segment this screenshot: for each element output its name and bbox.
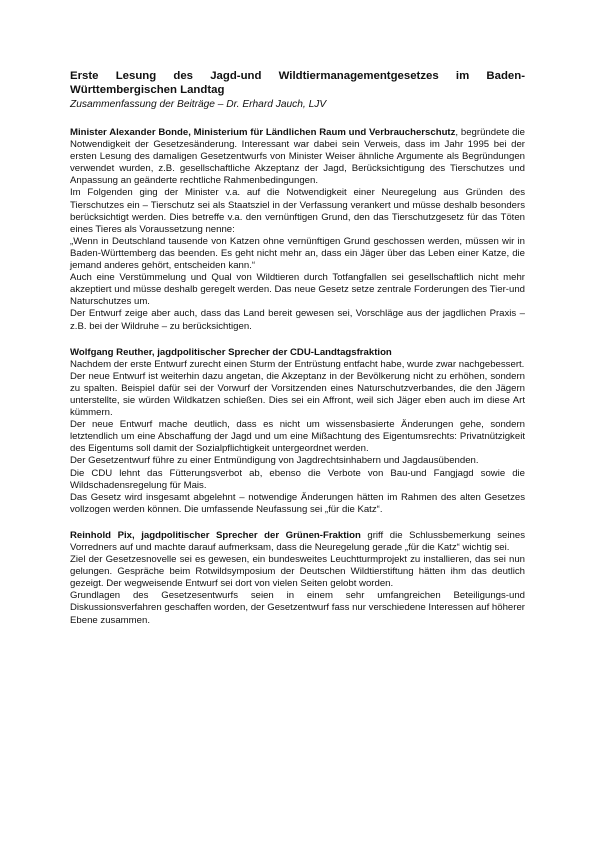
document-subtitle: Zusammenfassung der Beiträge – Dr. Erhard Jauch, LJV [70, 99, 327, 110]
paragraph [70, 127, 525, 187]
paragraph-text: griff die Schlussbemerkung seines Vorredners auf und machte darauf aufmerksam, dass die Neuregelung gerade „für die Katz“ wichtig sei. [70, 529, 525, 553]
section-reuther [70, 347, 525, 516]
paragraph: Auch eine Verstümmelung und Qual von Wildtieren durch Totfangfallen sei gesellschaftlich nicht mehr akzeptiert und müsse deshalb geregelt werden. Das neue Gesetz setze zentrale Forderungen des Tier-und Naturschutzes um. [70, 272, 525, 308]
paragraph [70, 530, 525, 554]
paragraph: Ziel der Gesetzesnovelle sei es gewesen, ein bundesweites Leuchtturmprojekt zu installieren, das sei nun gelungen. Gespräche beim Rotwildsymposium der Deutschen Wildtierstiftung hätten ihm das deutlich gezeigt. Der wegweisende Entwurf sei dort von vielen Seiten gelobt worden. [70, 554, 525, 590]
speaker-name: Minister Alexander Bonde, Ministerium für Ländlichen Raum und Verbraucherschutz [70, 127, 456, 138]
paragraph: Das Gesetz wird insgesamt abgelehnt – notwendige Änderungen hätten im Rahmen des alten Gesetzes vollzogen werden können. Die umfassende Neufassung sei „für die Katz“. [70, 491, 525, 515]
section-bonde [70, 127, 525, 333]
paragraph: Grundlagen des Gesetzesentwurfs seien in einem sehr umfangreichen Beteiligungs-und Diskussionsverfahren geschaffen worden, der Gesetzentwurf fass nur verschiedene Interessen auf höherer Ebene zusammen. [70, 590, 525, 626]
paragraph: Nachdem der erste Entwurf zurecht einen Sturm der Entrüstung entfacht habe, wurde zwar nachgebessert. [70, 358, 525, 370]
paragraph-text: , begründete die Notwendigkeit der Gesetzesänderung. Interessant war dabei sein Verweis, dass im Jahr 1995 bei der ersten Lesung des damaligen Gesetzentwurfs von Minister Weiser ähnliche Argumente als Begründungen verwendet wurden, z.B. gesellschaftliche Akzeptanz der Jagd, Berücksichtigung des Tierschutzes und Anpassung an geänderte rechtliche Rahmenbedingungen. [70, 127, 525, 187]
paragraph: Der neue Entwurf mache deutlich, dass es nicht um wissensbasierte Änderungen gehe, sondern letztendlich um eine Abschaffung der Jagd und um eine Mißachtung des Eigentumsrechts: Privatnützigkeit des Eigentums soll damit der Sozialpflichtigkeit untergeordnet werden. [70, 419, 525, 455]
section-pix [70, 530, 525, 627]
paragraph: Der Entwurf zeige aber auch, dass das Land bereit gewesen sei, Vorschläge aus der jagdlichen Praxis – z.B. bei der Wildruhe – zu berücksichtigen. [70, 308, 525, 332]
document-title: Erste Lesung des Jagd-und Wildtiermanagementgesetzes im Baden-Württembergischen Landtag [70, 70, 525, 96]
paragraph: Der Gesetzentwurf führe zu einer Entmündigung von Jagdrechtsinhabern und Jagdausübenden. [70, 455, 479, 467]
paragraph: Die CDU lehnt das Fütterungsverbot ab, ebenso die Verbote von Bau-und Fangjagd sowie die Wildschadensregelung für Mais. [70, 467, 525, 491]
paragraph: Im Folgenden ging der Minister v.a. auf die Notwendigkeit einer Neuregelung aus Gründen des Tierschutzes ein – Tierschutz sei als Staatsziel in der Verfassung verankert und müsse deshalb besonders berücksichtigt werden. Dies betreffe v.a. den vernünftigen Grund, den das Tierschutzgesetz für das Töten eines Tieres als Voraussetzung nenne: [70, 187, 525, 235]
quote-paragraph: „Wenn in Deutschland tausende von Katzen ohne vernünftigen Grund geschossen werden, müssen wir in Baden-Württemberg das beenden. Es geht nicht mehr an, dass ein Jäger über das Leben einer Katze, die jemand anderes gehört, entscheiden kann.“ [70, 235, 525, 272]
speaker-name: Reinhold Pix, jagdpolitischer Sprecher der Grünen-Fraktion [70, 529, 361, 541]
document-page [70, 69, 525, 627]
paragraph: Der neue Entwurf ist weiterhin dazu angetan, die Akzeptanz in der Bevölkerung nicht zu erhöhen, sondern zu spalten. Beispiel dafür sei der Vorwurf der Vorsitzenden eines Naturschutzverbandes, die den Jägern unterstellte, sie würden Wildkatzen schießen. Dies sei ein Affront, weil sich Jäger eben auch im diese Art kümmern. [70, 370, 525, 419]
speaker-name: Wolfgang Reuther, jagdpolitischer Sprecher der CDU-Landtagsfraktion [70, 346, 392, 358]
